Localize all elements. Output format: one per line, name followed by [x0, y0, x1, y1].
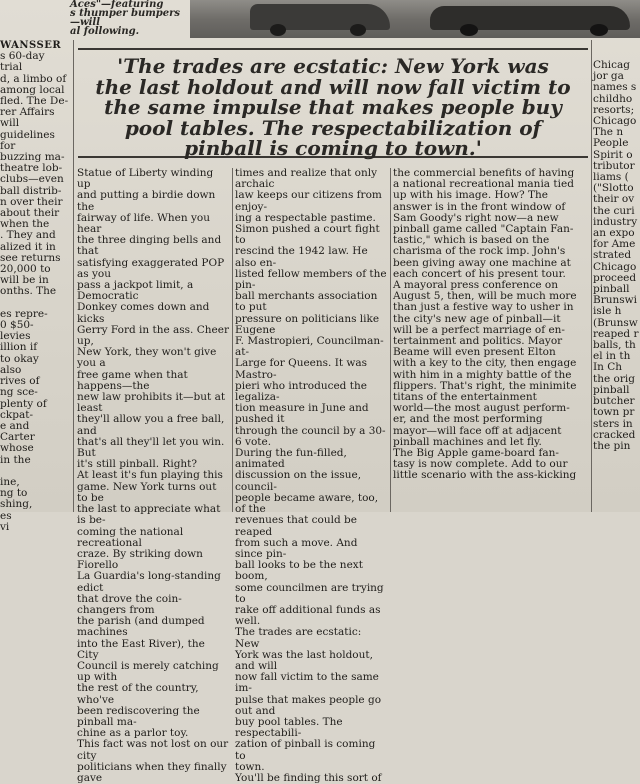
photo-shape: [270, 24, 286, 36]
article-column-3-text: the commercial benefits of having a national recreational mania tied up with his image. How? The answer is in the front window of Sam Goody's right now—a new pinball game called "Captain Fan- tastic," which is based on the charisma of the rock imp. John's been giving away one machine at each concert of his present tour. A mayoral press conference on August 5, then, will be much more than just a festive way to usher in the city's new age of pinball—it will be a perfect marriage of en- tertainment and politics. Mayor Beame will even present Elton with a key to the city, then engage with him in a mighty battle of the flippers. That's right, the minimite titans of the entertainment world—the most august perform- er, and the most performing mayor—will face off at adjacent pinball machines and let fly. The Big Apple game-board fan- tasy is now complete. Add to our little scenario with the ass-kicking: [393, 167, 577, 482]
top-caption-text: [0, 0, 190, 37]
article-column-2-text: times and realize that only archaic law keeps our citizens from enjoy- ing a respectable pastime. Simon pushed a court fight to rescind the 1942 law. He also en- listed fellow members of the pin- ball merchants association to put pressure on politicians like Eugene F. Mastropieri, Councilman-at- Large for Queens. It was Mastro- pieri who introduced the legaliza- tion measure in June and pushed it through the council by a 30-6 vote. During the fun-filled, animated discussion on the issue, council- people became aware, too, of the revenues that could be reaped from such a move. And since pin- ball looks to be the next boom, some councilmen are trying to rake off additional funds as well. The trades are ecstatic: New York was the last holdout, and will now fall victim to the same im- pulse that makes people go out and buy pool tables. The respectabili- zation of pinball is coming to town. You'll be finding this sort of: [235, 167, 387, 784]
right-column: [593, 60, 640, 512]
pull-quote: 'The trades are ecstatic: New York was the last holdout and will now fall victim to the same impulse that makes people buy pool tables. The respectabilization of pinball is coming to town.': [78, 48, 588, 158]
left-column: [0, 40, 70, 533]
photo-shape: [350, 24, 366, 36]
column-rule: [232, 168, 233, 512]
left-column-text: s 60-day trial d, a limbo of among local fled. The De- rer Affairs will guidelines for buzzing ma- theatre lob- clubs—even ball distrib- n over their about their when the . They and alized it in see returns 20,000 to will be in onths. The es repre- 0 $50- levies illion if to okay also rives of ng sce- plenty of ckpat- e and Carter whose in the ine, ng to shing, es vi: [0, 50, 69, 533]
pinball-photo: [190, 0, 640, 38]
top-caption: Aces"—featuring s thumper bumpers—will al following.: [70, 0, 181, 37]
photo-shape: [460, 24, 478, 36]
left-column-heading: WANSSER: [0, 40, 62, 51]
article-column-2: [235, 167, 387, 784]
photo-shape: [590, 24, 608, 36]
article-column-3: [393, 168, 588, 512]
column-rule: [390, 168, 391, 512]
right-column-text: Chicag jor ga names s childho resorts; Chicago The n People Spirit o tributor liams ( ("Slotto their ov the curi industry an expo for Ame strated Chicago proceed pinball Brunswi isle h (Brunsw reaped r balls, th el in th In Ch the orig pinball butcher town pr sters in cracked the pin: [593, 59, 639, 452]
column-rule: [73, 40, 74, 512]
article-column-1: [77, 167, 229, 784]
column-rule: [591, 40, 592, 512]
article-column-1-text: Statue of Liberty winding up and putting a birdie down the fairway of life. When you hear the three dinging bells and that satisfying exaggerated POP as you pass a jackpot limit, a Democratic Donkey comes down and kicks Gerry Ford in the ass. Cheer up, New York, they won't give you a free game when that happens—the new law prohibits it—but at least they'll allow you a free ball, and that's all they'll let you win. But it's still pinball. Right? At least it's fun playing this game. New York turns out to be the last to appreciate what is be- coming the national recreational craze. By striking down Fiorello La Guardia's long-standing edict that drove the coin-changers from the parish (and dumped machines into the East River), the City Council is merely catching up with the rest of the country, who've been rediscovering the pinball ma- chine as a parlor toy. This fact was not lost on our city politicians when they finally gave: [77, 167, 229, 784]
